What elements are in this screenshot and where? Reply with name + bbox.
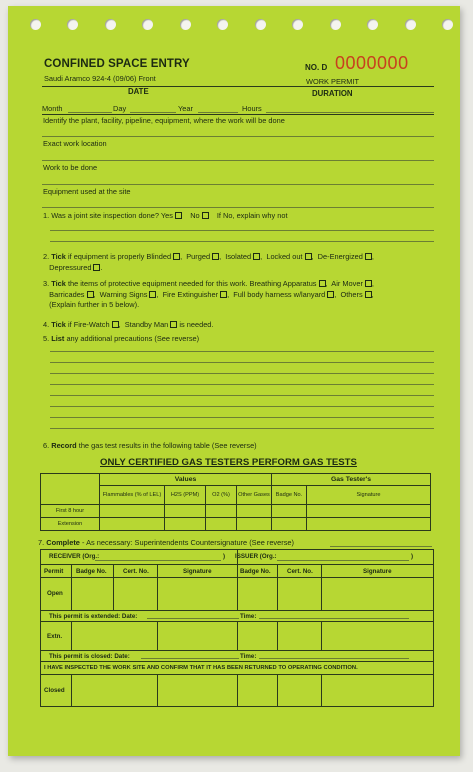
h2s-header: H2S (PPM) xyxy=(165,486,206,505)
fire-extinguisher-checkbox[interactable] xyxy=(220,291,227,298)
gas-cell[interactable] xyxy=(100,518,165,531)
identify-label: Identify the plant, facility, pipeline, equipment, where the work will be done xyxy=(43,116,285,125)
gas-cell[interactable] xyxy=(307,505,431,518)
no-checkbox[interactable] xyxy=(202,212,209,219)
barricades-checkbox[interactable] xyxy=(87,291,94,298)
month-label: Month xyxy=(42,104,63,113)
receiver-signature-header: Signature xyxy=(183,568,212,575)
issuer-cert-header: Cert. No. xyxy=(287,568,313,575)
warning-signs-checkbox[interactable] xyxy=(149,291,156,298)
closed-time-label: Time: xyxy=(240,653,257,660)
receiver-close-paren: ) xyxy=(223,553,226,560)
closed-date-label: This permit is closed: Date: xyxy=(49,653,130,660)
punch-hole-icon xyxy=(330,19,341,30)
q2-equipment-status: 2. Tick if equipment is properly Blinded , Purged , Isolated , Locked out , De-Energized , Depressured . xyxy=(43,252,374,272)
issuer-close-paren: ) xyxy=(411,553,414,560)
issuer-badge-header: Badge No. xyxy=(240,568,271,575)
extended-date-label: This permit is extended: Date: xyxy=(49,613,138,620)
punch-hole-icon xyxy=(255,19,266,30)
punch-hole-icon xyxy=(292,19,303,30)
permit-form-sheet xyxy=(8,6,460,756)
extension-label: Extension xyxy=(41,518,100,531)
breathing-apparatus-checkbox[interactable] xyxy=(319,280,326,287)
q5-precautions: 5. List any additional precautions (See reverse) xyxy=(43,334,200,343)
locked-out-checkbox[interactable] xyxy=(305,253,312,260)
punch-holes xyxy=(30,19,450,33)
permit-signoff-panel xyxy=(40,549,434,707)
extension-row-label: Extn. xyxy=(47,633,63,640)
issuer-label: ISSUER (Org.: xyxy=(235,553,277,560)
gas-cell[interactable] xyxy=(237,505,272,518)
gas-cell[interactable] xyxy=(272,518,307,531)
harness-checkbox[interactable] xyxy=(327,291,334,298)
closed-row-label: Closed xyxy=(44,687,65,694)
issuer-signature-header: Signature xyxy=(363,568,392,575)
equipment-used-label: Equipment used at the site xyxy=(43,187,131,196)
gas-cell[interactable] xyxy=(237,518,272,531)
gas-cell[interactable] xyxy=(100,505,165,518)
form-title: CONFINED SPACE ENTRY xyxy=(44,58,190,70)
punch-hole-icon xyxy=(442,19,453,30)
tester-signature-header: Signature xyxy=(307,486,431,505)
gas-cell[interactable] xyxy=(272,505,307,518)
o2-header: O2 (%) xyxy=(206,486,237,505)
q1-joint-inspection: 1. Was a joint site inspection done? Yes No If No, explain why not xyxy=(43,211,288,220)
punch-hole-icon xyxy=(67,19,78,30)
gas-cell[interactable] xyxy=(165,518,206,531)
receiver-cert-header: Cert. No. xyxy=(123,568,149,575)
depressured-checkbox[interactable] xyxy=(93,264,100,271)
yes-checkbox[interactable] xyxy=(175,212,182,219)
duration-heading: DURATION xyxy=(312,89,353,98)
hours-label: Hours xyxy=(242,104,262,113)
inspection-statement: I HAVE INSPECTED THE WORK SITE AND CONFIRM THAT IT HAS BEEN RETURNED TO OPERATING CONDITION. xyxy=(44,665,358,671)
q7-complete: 7. Complete - As necessary: Superintendents Countersignature (See reverse) xyxy=(38,538,294,547)
first-8-hour-label: First 8 hour xyxy=(41,505,100,518)
open-row-label: Open xyxy=(47,590,63,597)
gas-cell[interactable] xyxy=(307,518,431,531)
isolated-checkbox[interactable] xyxy=(253,253,260,260)
purged-checkbox[interactable] xyxy=(212,253,219,260)
date-heading: DATE xyxy=(128,87,149,96)
permit-number: 0000000 xyxy=(335,53,409,73)
punch-hole-icon xyxy=(30,19,41,30)
receiver-label: RECEIVER (Org.: xyxy=(49,553,100,560)
year-label: Year xyxy=(178,104,193,113)
gas-cell[interactable] xyxy=(165,505,206,518)
de-energized-checkbox[interactable] xyxy=(365,253,372,260)
exact-location-label: Exact work location xyxy=(43,139,107,148)
punch-hole-icon xyxy=(142,19,153,30)
form-subtitle: Saudi Aramco 924-4 (09/06) Front xyxy=(44,74,156,83)
extended-time-label: Time: xyxy=(240,613,257,620)
gas-tester-banner: ONLY CERTIFIED GAS TESTERS PERFORM GAS TESTS xyxy=(100,457,357,468)
permit-col-header: Permit xyxy=(44,568,64,575)
punch-hole-icon xyxy=(405,19,416,30)
others-checkbox[interactable] xyxy=(365,291,372,298)
punch-hole-icon xyxy=(105,19,116,30)
blinded-checkbox[interactable] xyxy=(173,253,180,260)
flammables-header: Flammables (% of LEL) xyxy=(100,486,165,505)
tester-badge-header: Badge No. xyxy=(272,486,307,505)
gas-cell[interactable] xyxy=(206,505,237,518)
values-header: Values xyxy=(100,474,272,486)
work-permit-label: WORK PERMIT xyxy=(306,77,359,86)
gas-tester-header: Gas Tester's xyxy=(272,474,431,486)
q4-fire-watch: 4. Tick if Fire-Watch , Standby Man is needed. xyxy=(43,320,214,329)
punch-hole-icon xyxy=(367,19,378,30)
punch-hole-icon xyxy=(217,19,228,30)
day-label: Day xyxy=(113,104,127,113)
permit-number-label: NO. D xyxy=(305,63,328,72)
gas-cell[interactable] xyxy=(206,518,237,531)
standby-man-checkbox[interactable] xyxy=(170,321,177,328)
work-to-be-done-label: Work to be done xyxy=(43,163,98,172)
air-mover-checkbox[interactable] xyxy=(365,280,372,287)
q6-gas-test: 6. Record the gas test results in the following table (See reverse) xyxy=(43,441,257,450)
q3-protective-equipment: 3. Tick the items of protective equipment needed for this work. Breathing Apparatus , Air Mover , Barricades , Warning Signs , Fire Extinguisher , Full body harness w/lanyard , Others , (Explain further in 5 below). xyxy=(43,279,374,309)
gas-test-table xyxy=(40,473,431,531)
punch-hole-icon xyxy=(180,19,191,30)
receiver-badge-header: Badge No. xyxy=(76,568,107,575)
other-gases-header: Other Gases xyxy=(237,486,272,505)
fire-watch-checkbox[interactable] xyxy=(112,321,119,328)
